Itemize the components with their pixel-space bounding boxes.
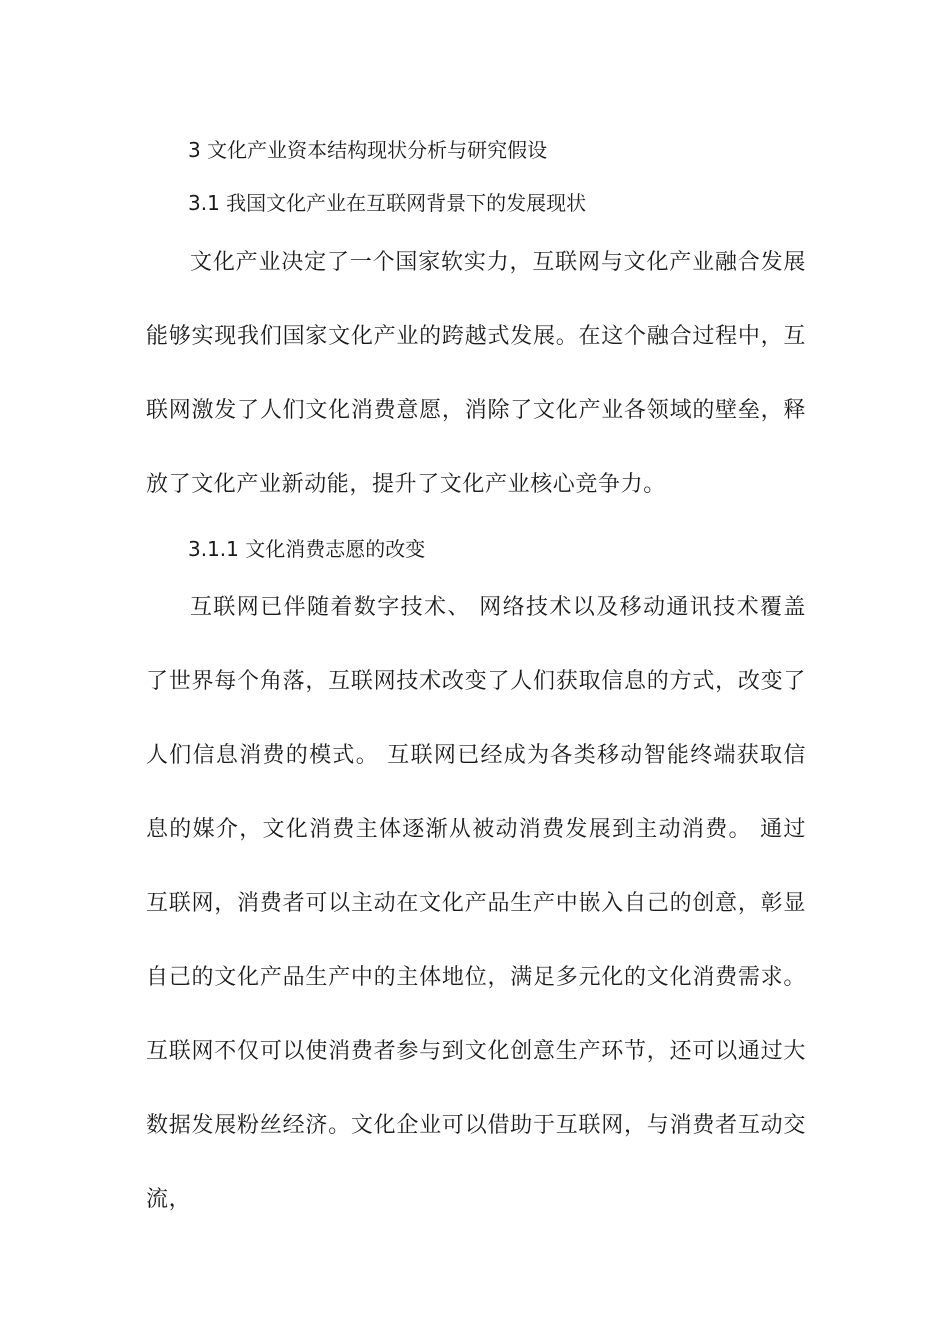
subsection-heading: 3.1.1 文化消费志愿的改变 [188, 537, 426, 561]
section-heading: 3.1 我国文化产业在互联网背景下的发展现状 [188, 191, 587, 215]
chapter-heading: 3 文化产业资本结构现状分析与研究假设 [188, 138, 548, 162]
body-paragraph: 文化产业决定了一个国家软实力，互联网与文化产业融合发展能够实现我们国家文化产业的跨越式发展。在这个融合过程中，互联网激发了人们文化消费意愿，消除了文化产业各领域的壁垒，释放了文化产业新动能，提升了文化产业核心竞争力。 [146, 250, 806, 497]
document-body [146, 135, 806, 1237]
body-paragraph: 互联网已伴随着数字技术、 网络技术以及移动通讯技术覆盖了世界每个角落，互联网技术改变了人们获取信息的方式，改变了人们信息消费的模式。 互联网已经成为各类移动智能终端获取信息的媒介，文化消费主体逐渐从被动消费发展到主动消费。 通过互联网，消费者可以主动在文化产品生产中嵌入自己的创意，彰显自己的文化产品生产中的主体地位，满足多元化的文化消费需求。互联网不仅可以使消费者参与到文化创意生产环节，还可以通过大数据发展粉丝经济。文化企业可以借助于互联网，与消费者互动交流， [146, 595, 806, 1212]
